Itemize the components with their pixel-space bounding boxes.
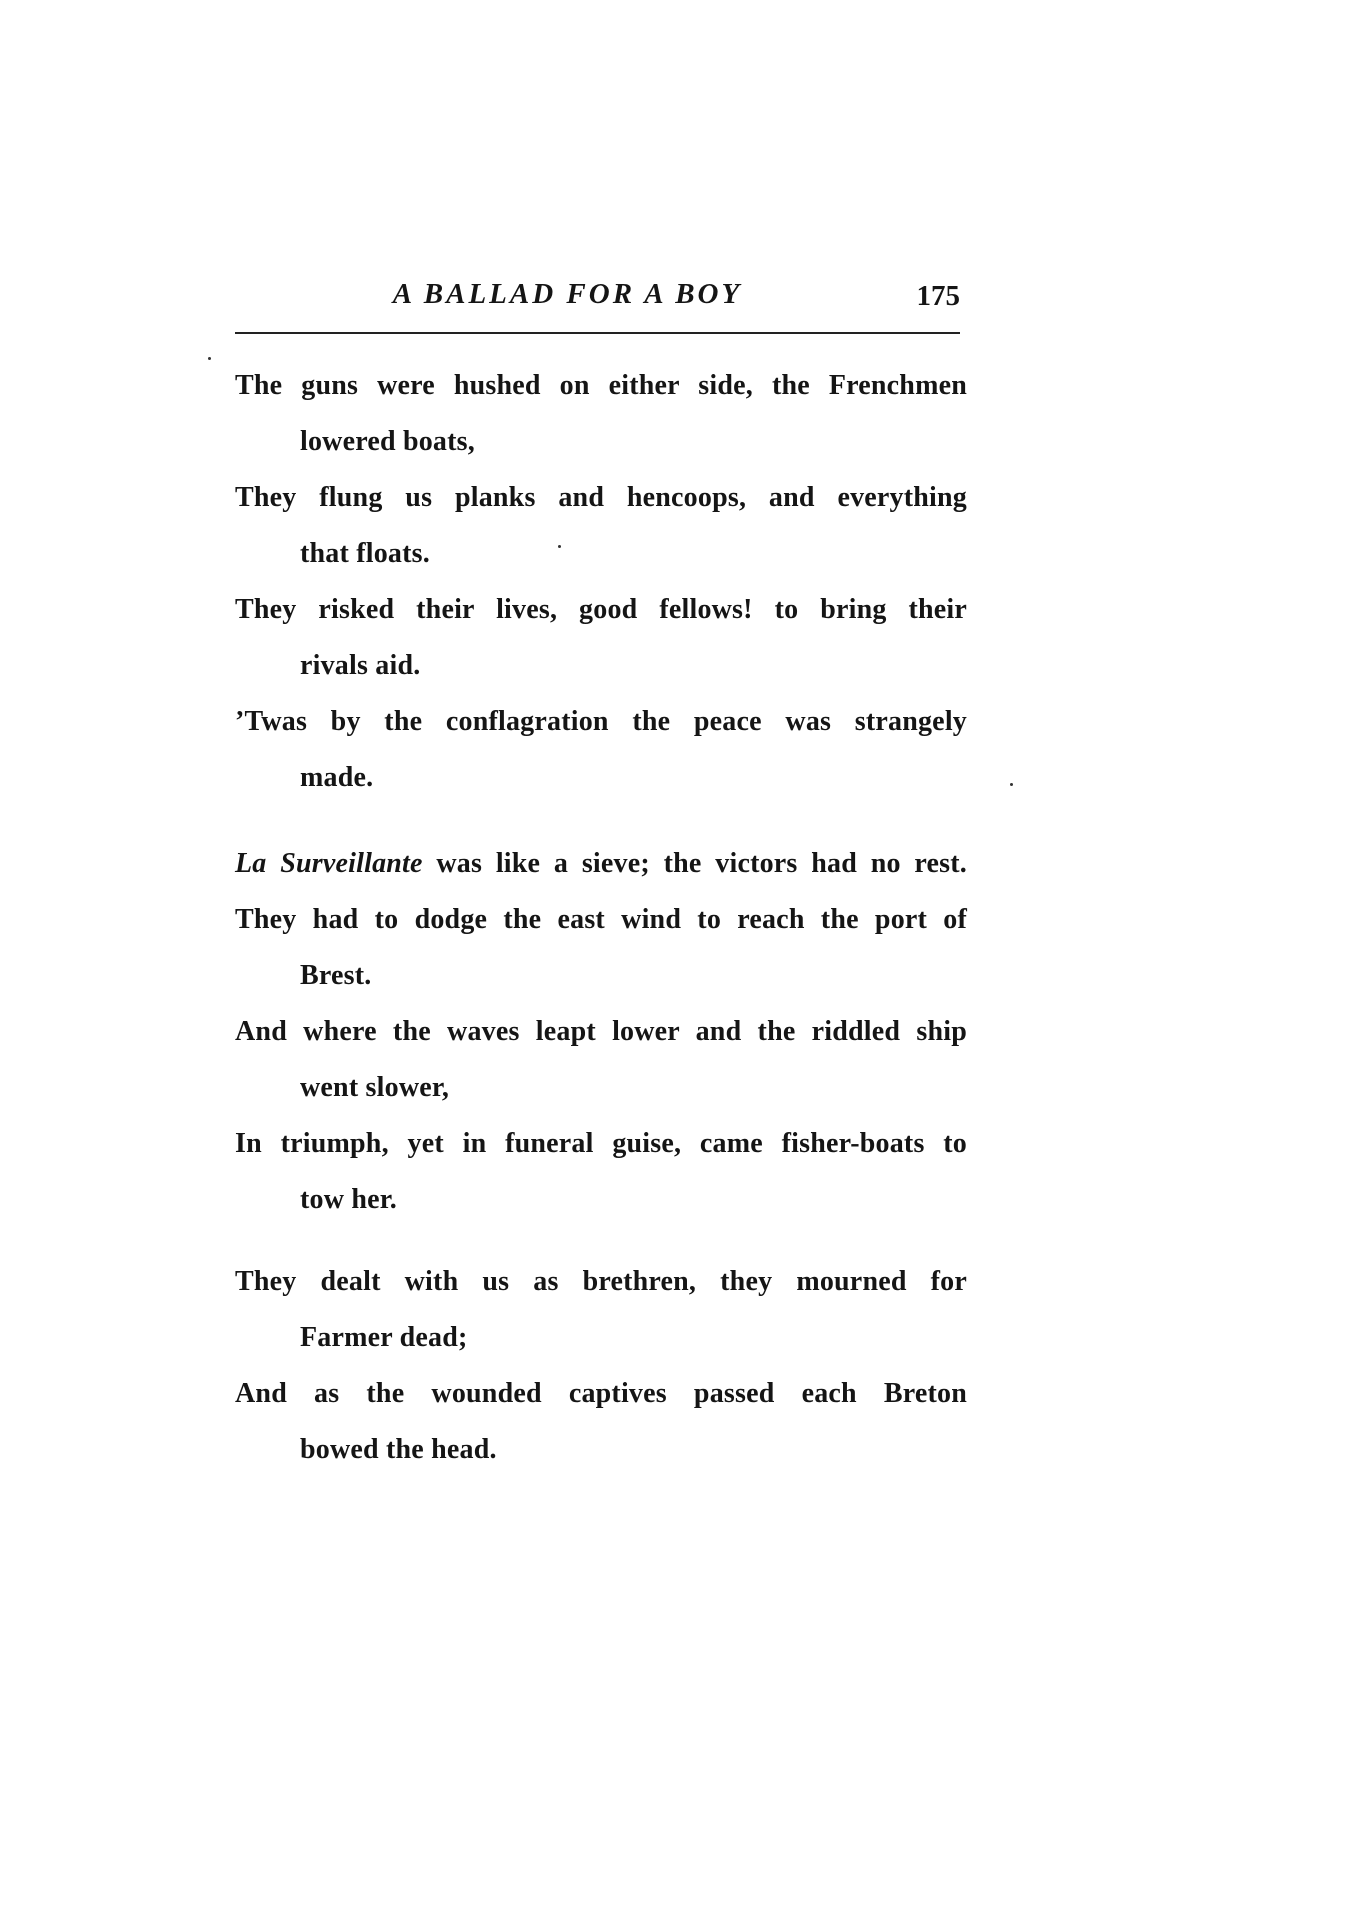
stanza-2 xyxy=(235,836,967,1228)
verse-line: In triumph, yet in funeral guise, came fisher-boats to xyxy=(235,1128,967,1159)
verse-line: They flung us planks and hencoops, and everything xyxy=(235,482,967,513)
header-rule xyxy=(235,332,960,334)
print-speck xyxy=(1010,783,1013,786)
verse-line: They had to dodge the east wind to reach the port of xyxy=(235,904,967,935)
page-number: 175 xyxy=(916,280,960,312)
verse-line: They dealt with us as brethren, they mourned for xyxy=(235,1266,967,1297)
verse-line-continuation: rivals aid. xyxy=(300,650,421,681)
stanza-3 xyxy=(235,1254,967,1478)
verse-line: ’Twas by the conflagration the peace was strangely xyxy=(235,706,967,737)
verse-line-continuation: that floats. xyxy=(300,538,430,569)
verse-line-continuation: went slower, xyxy=(300,1072,450,1103)
page-header xyxy=(235,272,960,320)
ship-name: La Surveillante xyxy=(235,848,423,879)
verse-line xyxy=(235,836,967,892)
verse-line: They risked their lives, good fellows! to bring their xyxy=(235,594,967,625)
running-title: A BALLAD FOR A BOY xyxy=(392,278,743,310)
verse-line-continuation: Brest. xyxy=(300,960,372,991)
verse-line: The guns were hushed on either side, the Frenchmen xyxy=(235,370,967,401)
print-speck xyxy=(558,545,561,548)
verse-line: And where the waves leapt lower and the riddled ship xyxy=(235,1016,967,1047)
verse-line-continuation: bowed the head. xyxy=(300,1434,497,1465)
verse-line-text: was like a sieve; the victors had no rest. xyxy=(422,848,967,879)
verse-line: And as the wounded captives passed each Breton xyxy=(235,1378,967,1409)
verse-line-continuation: tow her. xyxy=(300,1184,398,1215)
print-speck xyxy=(208,357,211,360)
verse-line-continuation: made. xyxy=(300,762,374,793)
verse-line-continuation: lowered boats, xyxy=(300,426,475,457)
verse-line-continuation: Farmer dead; xyxy=(300,1322,468,1353)
stanza-1 xyxy=(235,358,967,806)
